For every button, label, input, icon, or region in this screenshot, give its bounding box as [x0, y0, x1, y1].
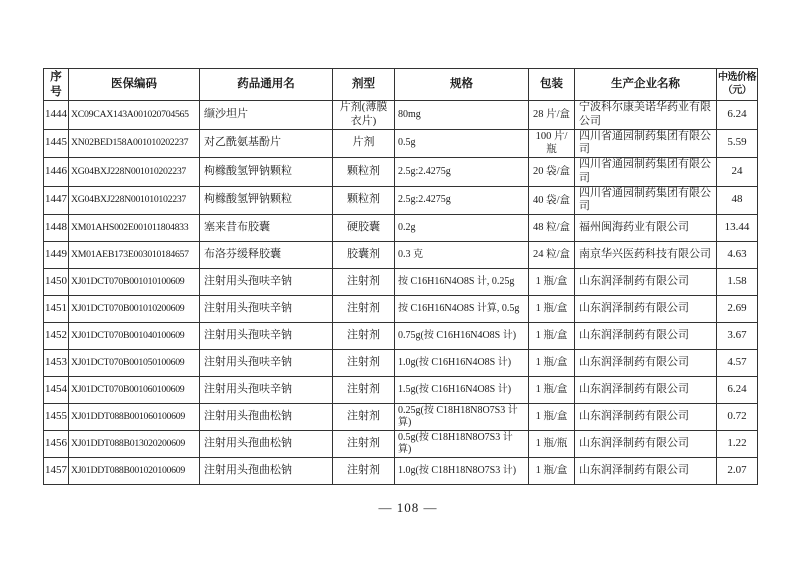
- cell-insurance-code: XJ01DDT088B001060100609: [69, 404, 200, 431]
- header-packaging: 包装: [529, 69, 575, 101]
- cell-selected-price: 2.07: [717, 458, 758, 485]
- cell-specification: 按 C16H16N4O8S 计, 0.25g: [395, 269, 529, 296]
- cell-packaging: 1 瓶/盒: [529, 323, 575, 350]
- cell-selected-price: 6.24: [717, 377, 758, 404]
- cell-drug-name: 注射用头孢呋辛钠: [200, 323, 333, 350]
- cell-packaging: 40 袋/盒: [529, 186, 575, 215]
- cell-drug-name: 注射用头孢曲松钠: [200, 431, 333, 458]
- cell-serial-number: 1453: [44, 350, 69, 377]
- cell-specification: 1.0g(按 C16H16N4O8S 计): [395, 350, 529, 377]
- cell-dosage-form: 片剂(薄膜衣片): [333, 101, 395, 130]
- cell-dosage-form: 颗粒剂: [333, 158, 395, 187]
- cell-serial-number: 1454: [44, 377, 69, 404]
- cell-insurance-code: XG04BXJ228N001010102237: [69, 186, 200, 215]
- cell-insurance-code: XJ01DCT070B001010100609: [69, 269, 200, 296]
- cell-drug-name: 注射用头孢曲松钠: [200, 458, 333, 485]
- cell-dosage-form: 胶囊剂: [333, 242, 395, 269]
- cell-serial-number: 1450: [44, 269, 69, 296]
- cell-dosage-form: 颗粒剂: [333, 186, 395, 215]
- cell-dosage-form: 注射剂: [333, 296, 395, 323]
- cell-packaging: 28 片/盒: [529, 101, 575, 130]
- table-row: [44, 350, 758, 377]
- cell-packaging: 1 瓶/盒: [529, 269, 575, 296]
- cell-insurance-code: XJ01DCT070B001060100609: [69, 377, 200, 404]
- cell-specification: 2.5g:2.4275g: [395, 158, 529, 187]
- cell-insurance-code: XM01AHS002E001011804833: [69, 215, 200, 242]
- cell-specification: 按 C16H16N4O8S 计算, 0.5g: [395, 296, 529, 323]
- cell-serial-number: 1448: [44, 215, 69, 242]
- cell-manufacturer: 山东润泽制药有限公司: [575, 431, 717, 458]
- table-row: [44, 101, 758, 130]
- table-row: [44, 242, 758, 269]
- table-row: [44, 129, 758, 158]
- cell-dosage-form: 注射剂: [333, 404, 395, 431]
- cell-drug-name: 注射用头孢呋辛钠: [200, 296, 333, 323]
- table-body: [44, 101, 758, 485]
- cell-selected-price: 0.72: [717, 404, 758, 431]
- cell-drug-name: 对乙酰氨基酚片: [200, 129, 333, 158]
- cell-manufacturer: 山东润泽制药有限公司: [575, 296, 717, 323]
- header-insurance-code: 医保编码: [69, 69, 200, 101]
- cell-manufacturer: 山东润泽制药有限公司: [575, 269, 717, 296]
- cell-drug-name: 枸橼酸氢钾钠颗粒: [200, 186, 333, 215]
- cell-manufacturer: 福州闽海药业有限公司: [575, 215, 717, 242]
- cell-selected-price: 2.69: [717, 296, 758, 323]
- cell-manufacturer: 山东润泽制药有限公司: [575, 458, 717, 485]
- cell-packaging: 100 片/瓶: [529, 129, 575, 158]
- cell-insurance-code: XM01AEB173E003010184657: [69, 242, 200, 269]
- cell-insurance-code: XJ01DCT070B001050100609: [69, 350, 200, 377]
- header-serial-number: 序号: [44, 69, 69, 101]
- table-row: [44, 458, 758, 485]
- header-dosage-form: 剂型: [333, 69, 395, 101]
- cell-drug-name: 布洛芬缓释胶囊: [200, 242, 333, 269]
- cell-selected-price: 6.24: [717, 101, 758, 130]
- cell-packaging: 1 瓶/盒: [529, 404, 575, 431]
- cell-specification: 0.75g(按 C16H16N4O8S 计): [395, 323, 529, 350]
- cell-insurance-code: XJ01DCT070B001010200609: [69, 296, 200, 323]
- cell-serial-number: 1445: [44, 129, 69, 158]
- cell-selected-price: 1.22: [717, 431, 758, 458]
- cell-insurance-code: XJ01DDT088B001020100609: [69, 458, 200, 485]
- cell-selected-price: 4.63: [717, 242, 758, 269]
- cell-dosage-form: 硬胶囊: [333, 215, 395, 242]
- table-row: [44, 186, 758, 215]
- cell-selected-price: 1.58: [717, 269, 758, 296]
- cell-insurance-code: XJ01DDT088B013020200609: [69, 431, 200, 458]
- cell-packaging: 1 瓶/盒: [529, 296, 575, 323]
- cell-specification: 2.5g:2.4275g: [395, 186, 529, 215]
- cell-manufacturer: 宁波科尔康美诺华药业有限公司: [575, 101, 717, 130]
- table-row: [44, 296, 758, 323]
- table-row: [44, 158, 758, 187]
- table-row: [44, 269, 758, 296]
- cell-selected-price: 24: [717, 158, 758, 187]
- cell-packaging: 48 粒/盒: [529, 215, 575, 242]
- header-specification: 规格: [395, 69, 529, 101]
- cell-manufacturer: 山东润泽制药有限公司: [575, 323, 717, 350]
- table-row: [44, 323, 758, 350]
- cell-specification: 0.3 克: [395, 242, 529, 269]
- cell-specification: 0.5g: [395, 129, 529, 158]
- cell-serial-number: 1446: [44, 158, 69, 187]
- cell-drug-name: 枸橼酸氢钾钠颗粒: [200, 158, 333, 187]
- table-row: [44, 377, 758, 404]
- cell-specification: 0.5g(按 C18H18N8O7S3 计算): [395, 431, 529, 458]
- cell-packaging: 1 瓶/盒: [529, 458, 575, 485]
- table-row: [44, 431, 758, 458]
- cell-dosage-form: 注射剂: [333, 431, 395, 458]
- cell-insurance-code: XN02BED158A001010202237: [69, 129, 200, 158]
- cell-packaging: 20 袋/盒: [529, 158, 575, 187]
- cell-manufacturer: 山东润泽制药有限公司: [575, 350, 717, 377]
- cell-serial-number: 1444: [44, 101, 69, 130]
- cell-manufacturer: 山东润泽制药有限公司: [575, 377, 717, 404]
- cell-drug-name: 塞来昔布胶囊: [200, 215, 333, 242]
- header-manufacturer: 生产企业名称: [575, 69, 717, 101]
- drug-price-table: [43, 68, 758, 485]
- cell-drug-name: 注射用头孢呋辛钠: [200, 350, 333, 377]
- table-row: [44, 404, 758, 431]
- cell-serial-number: 1456: [44, 431, 69, 458]
- cell-manufacturer: 山东润泽制药有限公司: [575, 404, 717, 431]
- cell-dosage-form: 注射剂: [333, 458, 395, 485]
- cell-packaging: 1 瓶/盒: [529, 377, 575, 404]
- cell-insurance-code: XC09CAX143A001020704565: [69, 101, 200, 130]
- page-number: — 108 —: [378, 500, 438, 515]
- cell-packaging: 24 粒/盒: [529, 242, 575, 269]
- cell-selected-price: 4.57: [717, 350, 758, 377]
- cell-specification: 80mg: [395, 101, 529, 130]
- cell-serial-number: 1452: [44, 323, 69, 350]
- cell-selected-price: 5.59: [717, 129, 758, 158]
- cell-manufacturer: 四川省通园制药集团有限公司: [575, 186, 717, 215]
- cell-selected-price: 13.44: [717, 215, 758, 242]
- header-drug-name: 药品通用名: [200, 69, 333, 101]
- cell-drug-name: 注射用头孢呋辛钠: [200, 269, 333, 296]
- cell-insurance-code: XG04BXJ228N001010202237: [69, 158, 200, 187]
- cell-drug-name: 注射用头孢呋辛钠: [200, 377, 333, 404]
- cell-manufacturer: 四川省通园制药集团有限公司: [575, 129, 717, 158]
- cell-specification: 0.2g: [395, 215, 529, 242]
- cell-serial-number: 1447: [44, 186, 69, 215]
- cell-selected-price: 48: [717, 186, 758, 215]
- table-header-row: [44, 69, 758, 101]
- table-row: [44, 215, 758, 242]
- cell-serial-number: 1451: [44, 296, 69, 323]
- cell-drug-name: 缬沙坦片: [200, 101, 333, 130]
- cell-specification: 1.5g(按 C16H16N4O8S 计): [395, 377, 529, 404]
- cell-selected-price: 3.67: [717, 323, 758, 350]
- cell-manufacturer: 四川省通园制药集团有限公司: [575, 158, 717, 187]
- cell-manufacturer: 南京华兴医药科技有限公司: [575, 242, 717, 269]
- cell-packaging: 1 瓶/瓶: [529, 431, 575, 458]
- cell-drug-name: 注射用头孢曲松钠: [200, 404, 333, 431]
- cell-dosage-form: 注射剂: [333, 269, 395, 296]
- cell-dosage-form: 注射剂: [333, 350, 395, 377]
- cell-packaging: 1 瓶/盒: [529, 350, 575, 377]
- cell-dosage-form: 注射剂: [333, 377, 395, 404]
- cell-specification: 0.25g(按 C18H18N8O7S3 计算): [395, 404, 529, 431]
- cell-serial-number: 1457: [44, 458, 69, 485]
- header-selected-price: 中选价格（元）: [717, 69, 758, 101]
- cell-dosage-form: 注射剂: [333, 323, 395, 350]
- cell-insurance-code: XJ01DCT070B001040100609: [69, 323, 200, 350]
- cell-serial-number: 1455: [44, 404, 69, 431]
- cell-specification: 1.0g(按 C18H18N8O7S3 计): [395, 458, 529, 485]
- cell-dosage-form: 片剂: [333, 129, 395, 158]
- cell-serial-number: 1449: [44, 242, 69, 269]
